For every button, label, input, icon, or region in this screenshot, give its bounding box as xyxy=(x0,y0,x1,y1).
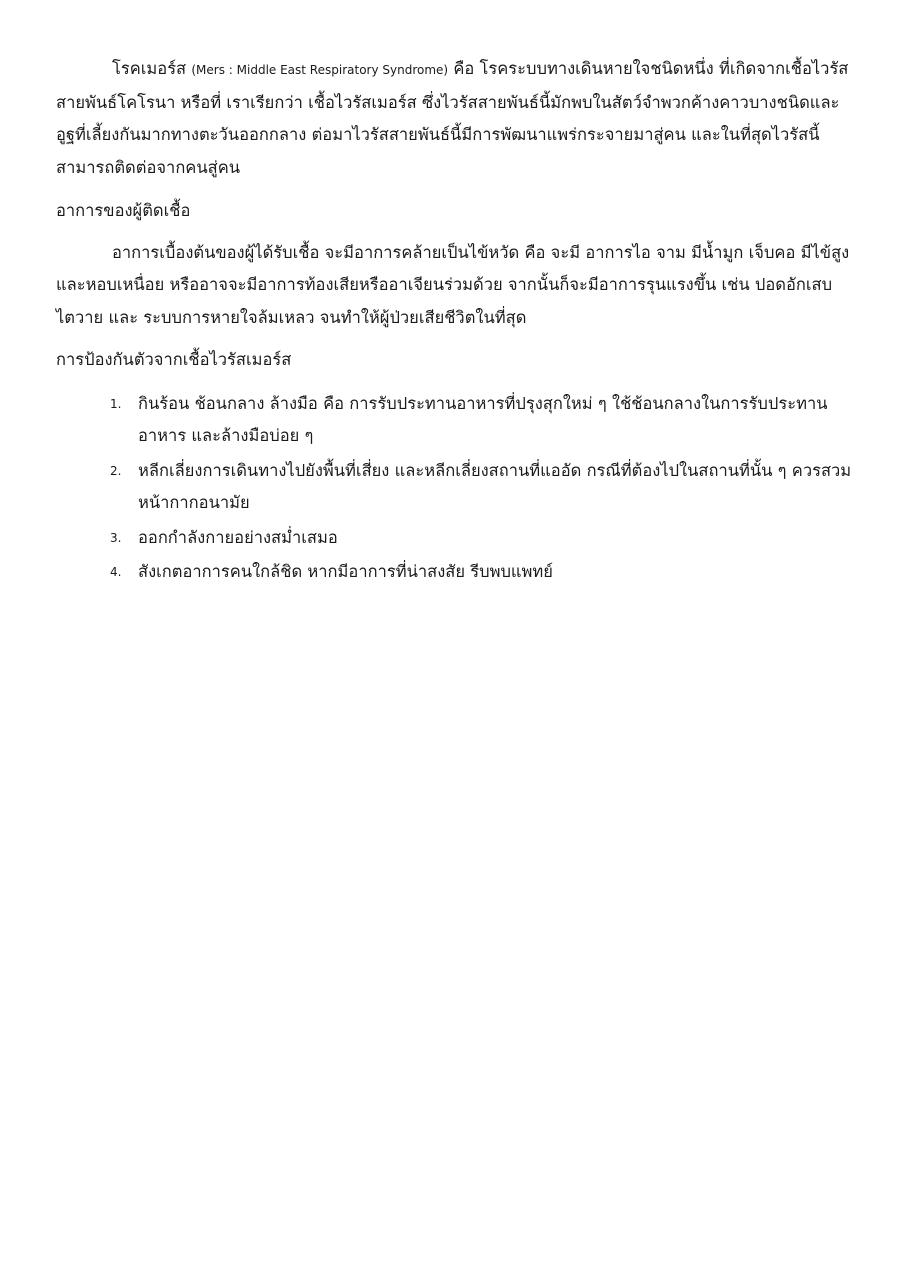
list-item-text: หลีกเลี่ยงการเดินทางไปยังพื้นที่เสี่ยง และหลีกเลี่ยงสถานที่แออัด กรณีที่ต้องไปในสถานที่นั้น ๆ ควรสวมหน้ากากอนามัย xyxy=(138,460,852,512)
intro-paragraph xyxy=(56,53,852,184)
list-item-text: กินร้อน ช้อนกลาง ล้างมือ คือ การรับประทานอาหารที่ปรุงสุกใหม่ ๆ ใช้ช้อนกลางในการรับประทานอาหาร และล้างมือบ่อย ๆ xyxy=(138,393,828,445)
prevention-heading: การป้องกันตัวจากเชื้อไวรัสเมอร์ส xyxy=(56,350,292,369)
intro-term: (Mers : Middle East Respiratory Syndrome) xyxy=(191,63,449,77)
list-item-text: ออกกำลังกายอย่างสม่ำเสมอ xyxy=(138,527,338,547)
list-item-number: 4. xyxy=(110,565,122,579)
list-item xyxy=(56,455,852,520)
list-item xyxy=(56,556,852,589)
list-item-number: 3. xyxy=(110,530,122,545)
list-item-number: 1. xyxy=(110,396,122,411)
prevention-list xyxy=(56,388,852,589)
intro-lead: โรคเมอร์ส xyxy=(112,59,192,78)
document-body xyxy=(56,53,852,591)
list-item xyxy=(56,388,852,453)
list-item-text: สังเกตอาการคนใกล้ชิด หากมีอาการที่น่าสงสัย รีบพบแพทย์ xyxy=(138,562,553,581)
list-item xyxy=(56,522,852,555)
list-item-number: 2. xyxy=(110,463,122,478)
intro-rest: คือ โรคระบบทางเดินหายใจชนิดหนึ่ง ที่เกิดจากเชื้อไวรัส สายพันธ์โคโรนา หรือที่ เราเรียกว่า เชื้อไวรัสเมอร์ส ซึ่งไวรัสสายพันธ์นี้มักพบในสัตว์จำพวกค้างคาวบางชนิดและอูฐที่เลี้ยงกันมากทางตะวันออกกลาง ต่อมาไวรัสสายพันธ์นี้มีการพัฒนาแพร่กระจายมาสู่คน และในที่สุดไวรัสนี้สามารถติดต่อจากคนสู่คน xyxy=(56,59,849,177)
symptoms-paragraph: อาการเบื้องต้นของผู้ได้รับเชื้อ จะมีอาการคล้ายเป็นไข้หวัด คือ จะมี อาการไอ จาม มีน้ำมูก เจ็บคอ มีไข้สูงและหอบเหนื่อย หรืออาจจะมีอาการท้องเสียหรืออาเจียนร่วมด้วย จากนั้นก็จะมีอาการรุนแรงขึ้น เช่น ปอดอักเสบ ไตวาย และ ระบบการหายใจล้มเหลว จนทำให้ผู้ป่วยเสียชีวิตในที่สุด xyxy=(56,242,850,327)
symptoms-heading: อาการของผู้ติดเชื้อ xyxy=(56,201,191,220)
